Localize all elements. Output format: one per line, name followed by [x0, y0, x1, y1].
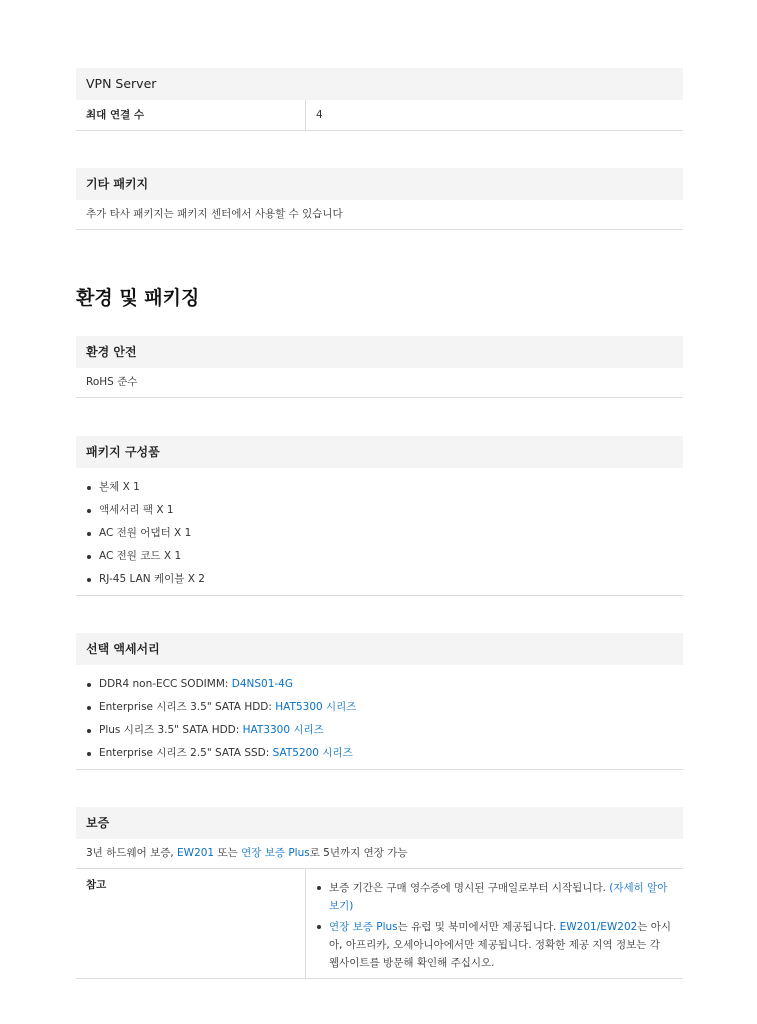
list-item: AC 전원 어댑터 X 1 — [86, 522, 683, 545]
accessory-label: Enterprise 시리즈 3.5" SATA HDD: — [99, 701, 276, 713]
list-item: AC 전원 코드 X 1 — [86, 545, 683, 568]
spec-key: 최대 연결 수 — [76, 100, 306, 130]
environment-section — [76, 336, 683, 398]
accessory-list — [76, 665, 683, 770]
optional-accessories-section — [76, 633, 683, 770]
vpn-server-section — [76, 68, 683, 131]
accessory-label: DDR4 non-ECC SODIMM: — [99, 678, 232, 690]
accessory-link[interactable]: HAT3300 시리즈 — [242, 724, 324, 736]
other-packages-section — [76, 168, 683, 230]
warranty-text: 3년 하드웨어 보증, — [86, 847, 178, 859]
spec-value: 4 — [316, 109, 323, 121]
page-title: 환경 및 패키징 — [76, 287, 200, 309]
accessory-link[interactable]: SAT5200 시리즈 — [272, 747, 353, 759]
notes-cell — [306, 869, 683, 978]
list-item — [86, 719, 683, 742]
list-item — [86, 742, 683, 765]
note-item — [316, 879, 673, 915]
note-text: 는 유럽 및 북미에서만 제공됩니다. — [397, 921, 560, 933]
extended-warranty-link[interactable]: 연장 보증 Plus — [241, 847, 310, 859]
extended-warranty-link[interactable]: 연장 보증 Plus — [329, 921, 398, 933]
learn-more-link[interactable]: (자세히 알아보기) — [329, 882, 668, 912]
warranty-line — [76, 839, 683, 869]
notes-row — [76, 869, 683, 979]
list-item: 액세서리 팩 X 1 — [86, 499, 683, 522]
list-item: 본체 X 1 — [86, 476, 683, 499]
accessory-label: Enterprise 시리즈 2.5" SATA SSD: — [99, 747, 273, 759]
note-text: 는 아시아, 아프리카, 오세아니아에서만 제공됩니다. 정확한 제공 지역 정보는 각 웹사이트를 방문해 확인해 주십시오. — [329, 921, 672, 969]
warranty-section — [76, 807, 683, 979]
list-item: RJ-45 LAN 케이블 X 2 — [86, 568, 683, 591]
notes-list — [316, 879, 673, 972]
section-header: VPN Server — [76, 68, 683, 100]
note-item — [316, 918, 673, 972]
section-header: 패키지 구성품 — [76, 436, 683, 468]
spec-row — [76, 100, 683, 131]
package-list — [76, 468, 683, 596]
warranty-text: 또는 — [214, 847, 242, 859]
warranty-text: 로 5년까지 연장 가능 — [309, 847, 408, 859]
accessory-link[interactable]: HAT5300 시리즈 — [275, 701, 357, 713]
accessory-label: Plus 시리즈 3.5" SATA HDD: — [99, 724, 243, 736]
section-header: 선택 액세서리 — [76, 633, 683, 665]
list-item — [86, 673, 683, 696]
accessory-link[interactable]: D4NS01-4G — [231, 678, 294, 690]
list-item — [86, 696, 683, 719]
note-text: 보증 기간은 구매 영수증에 명시된 구매일로부터 시작됩니다. — [329, 882, 610, 894]
ew201-link[interactable]: EW201 — [177, 847, 215, 859]
package-contents-section — [76, 436, 683, 596]
section-header: 기타 패키지 — [76, 168, 683, 200]
notes-label: 참고 — [76, 869, 306, 978]
section-text: 추가 타사 패키지는 패키지 센터에서 사용할 수 있습니다 — [76, 200, 683, 230]
section-header: 환경 안전 — [76, 336, 683, 368]
section-header: 보증 — [76, 807, 683, 839]
ew-link[interactable]: EW201/EW202 — [559, 921, 638, 933]
section-text: RoHS 준수 — [76, 368, 683, 398]
